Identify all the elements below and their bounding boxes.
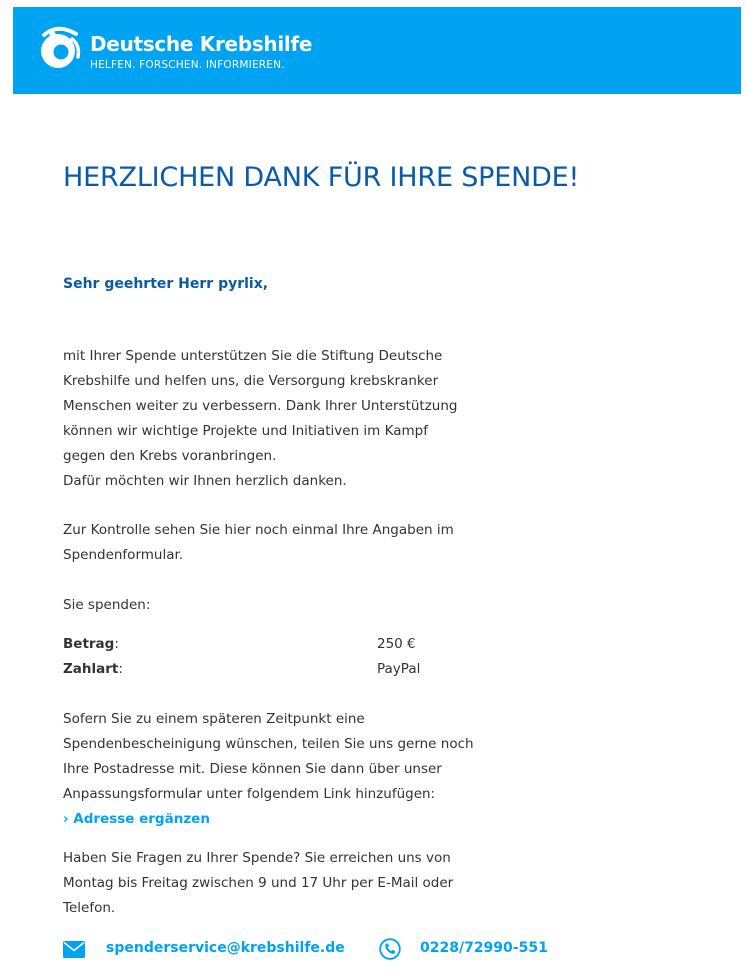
amount-value: 250 €: [377, 636, 416, 652]
intro-line: Krebshilfe und helfen uns, die Versorgung krebskranker: [63, 373, 439, 389]
receipt-line: Spendenbescheinigung wünschen, teilen Sie uns gerne noch: [63, 736, 474, 752]
control-line: Spendenformular.: [63, 547, 184, 563]
amount-label: Betrag: [63, 636, 115, 652]
intro-paragraph: [63, 344, 493, 494]
donation-heading: Sie spenden:: [63, 597, 151, 613]
control-line: Zur Kontrolle sehen Sie hier noch einmal Ihre Angaben im: [63, 522, 454, 538]
intro-line: mit Ihrer Spende unterstützen Sie die Stiftung Deutsche: [63, 348, 443, 364]
phone-link[interactable]: 0228/72990-551: [420, 940, 548, 956]
phone-icon: [379, 938, 401, 960]
brand-tagline: HELFEN. FORSCHEN. INFORMIEREN.: [90, 59, 285, 71]
method-label: Zahlart: [63, 661, 119, 677]
intro-line: können wir wichtige Projekte und Initiativen im Kampf: [63, 423, 428, 439]
intro-line: Menschen weiter zu verbessern. Dank Ihrer Unterstützung: [63, 398, 458, 414]
intro-line: Dafür möchten wir Ihnen herzlich danken.: [63, 473, 347, 489]
receipt-paragraph: [63, 707, 503, 807]
brand-name: Deutsche Krebshilfe: [90, 32, 313, 56]
email-link[interactable]: spenderservice@krebshilfe.de: [106, 940, 345, 956]
header-banner: [13, 7, 741, 94]
add-address-link[interactable]: › Adresse ergänzen: [63, 811, 210, 827]
receipt-line: Anpassungsformular unter folgendem Link hinzufügen:: [63, 786, 436, 802]
receipt-line: Sofern Sie zu einem späteren Zeitpunkt eine: [63, 711, 365, 727]
questions-line: Haben Sie Fragen zu Ihrer Spende? Sie erreichen uns von: [63, 850, 451, 866]
amount-colon: :: [114, 636, 119, 652]
intro-line: gegen den Krebs voranbringen.: [63, 448, 277, 464]
logo-icon: [34, 25, 84, 75]
method-colon: :: [118, 661, 123, 677]
questions-line: Montag bis Freitag zwischen 9 und 17 Uhr per E-Mail oder: [63, 875, 454, 891]
method-value: PayPal: [377, 661, 421, 677]
detail-row-amount: [63, 632, 463, 657]
questions-line: Telefon.: [63, 900, 116, 916]
page-title: HERZLICHEN DANK FÜR IHRE SPENDE!: [63, 162, 580, 193]
receipt-line: Ihre Postadresse mit. Diese können Sie dann über unser: [63, 761, 442, 777]
envelope-icon: [63, 941, 85, 958]
detail-row-method: [63, 657, 463, 682]
control-paragraph: [63, 518, 493, 568]
questions-paragraph: [63, 846, 483, 921]
salutation: Sehr geehrter Herr pyrlix,: [63, 276, 269, 292]
